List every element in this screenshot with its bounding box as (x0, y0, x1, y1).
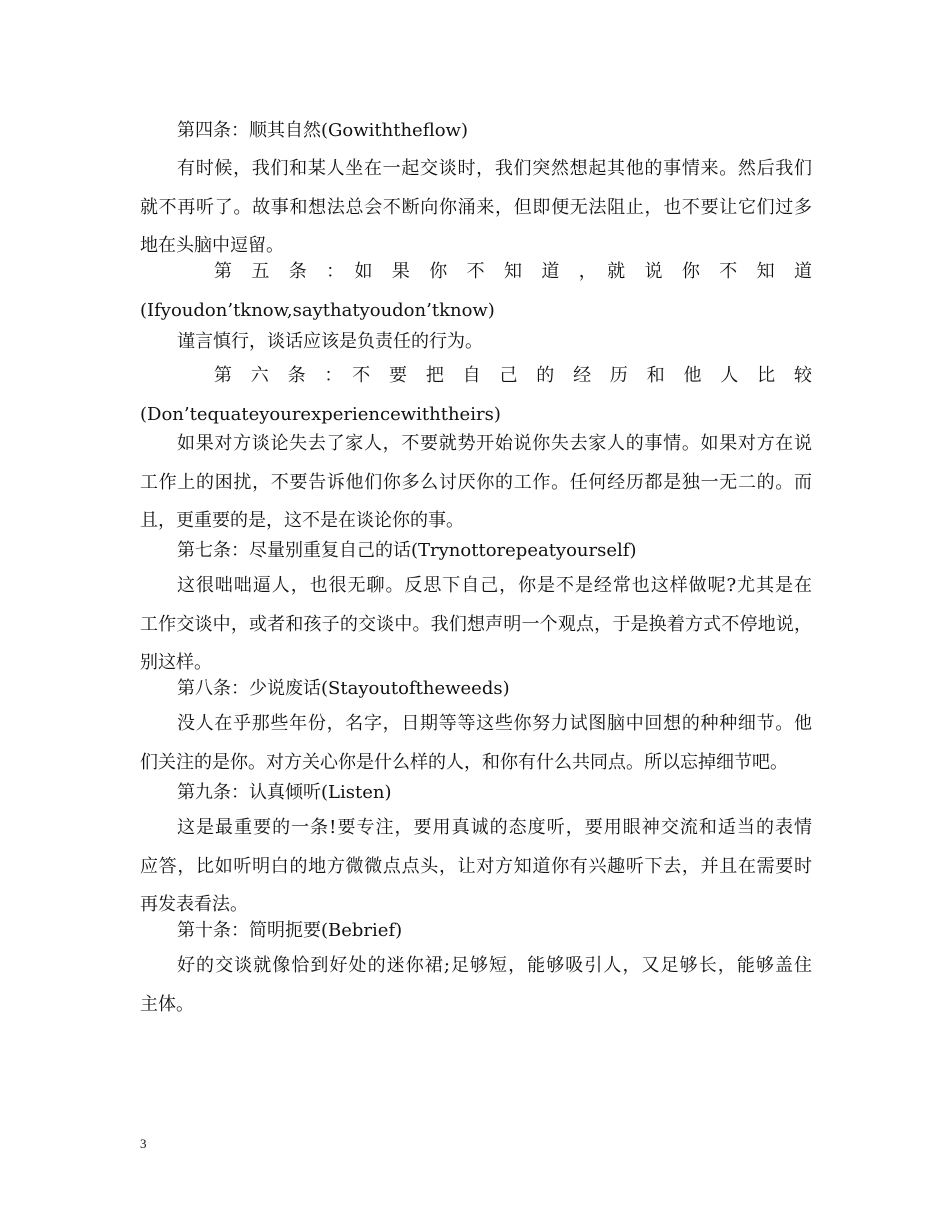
text-line: 第十条：简明扼要(Bebrief) (177, 920, 403, 941)
text-line: 有时候，我们和某人坐在一起交谈时，我们突然想起其他的事情来。然后我们 (177, 158, 812, 179)
text-line: 这是最重要的一条!要专注，要用真诚的态度听，要用眼神交流和适当的表情 (177, 817, 812, 838)
text-line: 主体。 (140, 993, 194, 1015)
rule-7-heading (140, 532, 812, 571)
text-line: (Ifyoudon’tknow,saythatyoudon’tknow) (140, 299, 495, 321)
rule-8-body (140, 705, 812, 782)
rule-9-heading (140, 774, 812, 813)
text-line: 们关注的是你。对方关心你是什么样的人，和你有什么共同点。所以忘掉细节吧。 (140, 751, 788, 773)
rule-4-body (140, 150, 812, 266)
rule-5-heading (140, 253, 812, 330)
text-line: 第九条：认真倾听(Listen) (177, 782, 392, 803)
rule-9-body (140, 809, 812, 925)
text-line: 如果对方谈论失去了家人，不要就势开始说你失去家人的事情。如果对方在说 (177, 433, 812, 454)
rule-10-body (140, 947, 812, 1024)
text-line: 第四条：顺其自然(Gowiththeflow) (177, 120, 468, 141)
text-line: (Don’tequateyourexperiencewiththeirs) (140, 403, 501, 425)
text-line: 第 六 条 ： 不 要 把 自 己 的 经 历 和 他 人 比 较 (214, 365, 812, 386)
text-line: 地在头脑中逗留。 (140, 235, 284, 256)
text-line: 且，更重要的是，这不是在谈论你的事。 (140, 510, 464, 531)
text-line: 再发表看法。 (140, 894, 248, 915)
page-number: 3 (140, 1136, 147, 1151)
text-line: 别这样。 (140, 652, 212, 673)
text-line: 工作交谈中，或者和孩子的交谈中。我们想声明一个观点，于是换着方式不停地说， (140, 613, 812, 635)
rule-6-heading (140, 357, 812, 434)
text-line: 应答，比如听明白的地方微微点点头，让对方知道你有兴趣听下去，并且在需要时 (140, 855, 812, 877)
rule-4-heading (140, 112, 812, 151)
text-line: 谨言慎行，谈话应该是负责任的行为。 (177, 331, 483, 352)
text-line: 好的交谈就像恰到好处的迷你裙;足够短，能够吸引人，又足够长，能够盖住 (177, 955, 812, 976)
text-line: 就不再听了。故事和想法总会不断向你涌来，但即便无法阻止，也不要让它们过多 (140, 196, 812, 218)
rule-5-body (140, 323, 812, 362)
text-line: 第七条：尽量别重复自己的话(Trynottorepeatyourself) (177, 540, 637, 561)
text-line: 第八条：少说废话(Stayoutoftheweeds) (177, 678, 510, 699)
rule-7-body (140, 567, 812, 683)
rule-8-heading (140, 670, 812, 709)
text-line: 没人在乎那些年份，名字，日期等等这些你努力试图脑中回想的种种细节。他 (177, 713, 812, 734)
text-line: 这很咄咄逼人，也很无聊。反思下自己，你是不是经常也这样做呢?尤其是在 (177, 575, 812, 596)
text-line: 第 五 条 ： 如 果 你 不 知 道 ， 就 说 你 不 知 道 (214, 261, 812, 282)
rule-6-body (140, 425, 812, 541)
rule-10-heading (140, 912, 812, 951)
text-line: 工作上的困扰，不要告诉他们你多么讨厌你的工作。任何经历都是独一无二的。而 (140, 471, 812, 493)
